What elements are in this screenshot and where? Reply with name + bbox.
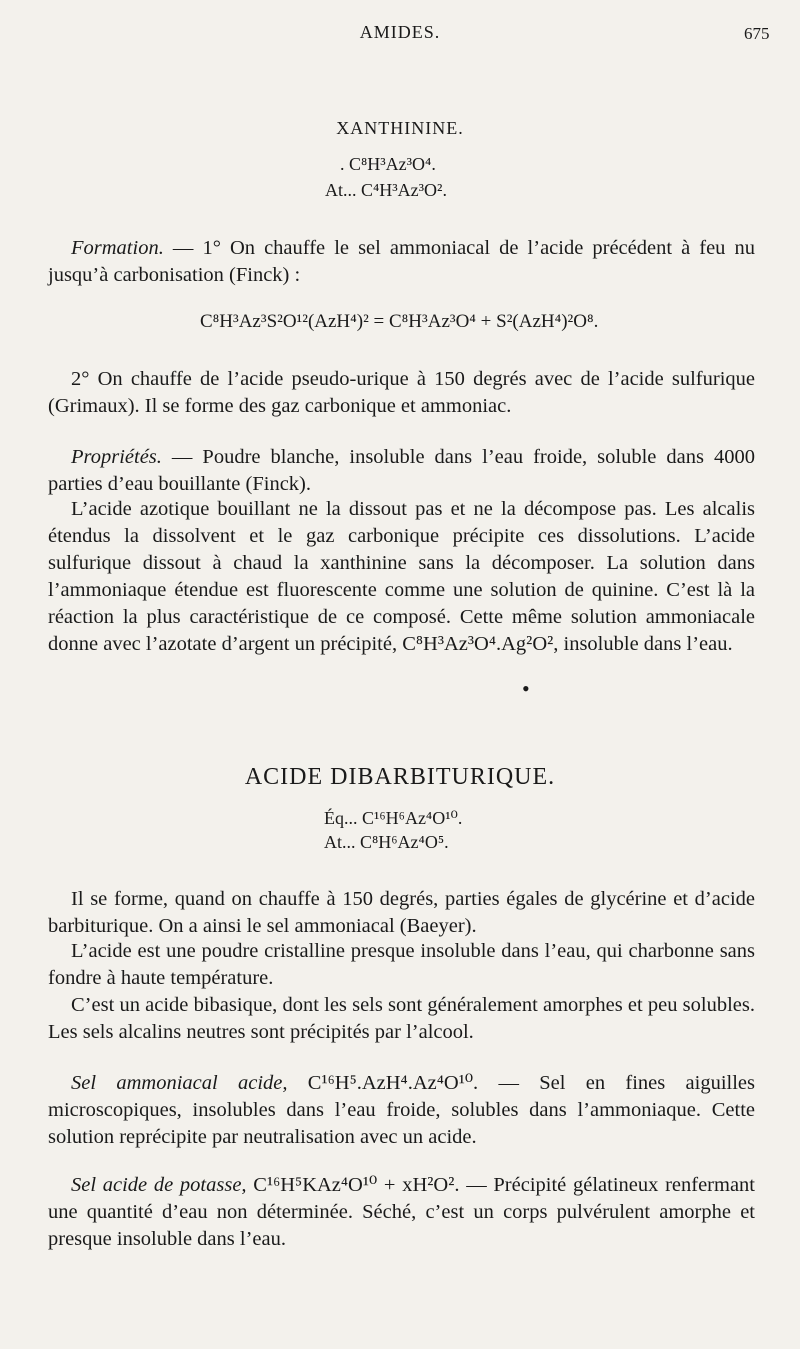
- sel-ammoniacal-paragraph: [48, 1070, 755, 1151]
- properties-text: — Poudre blanche, insoluble dans l’eau froide, soluble dans 4000 parties d’eau bouillante (Finck).: [48, 446, 755, 495]
- dibarbiturique-paragraph-1: Il se forme, quand on chauffe à 150 degrés, parties égales de glycérine et d’acide barbiturique. On a ainsi le sel ammoniacal (Baeyer).: [48, 888, 755, 937]
- formula-atomic: At... C⁴H³Az³O².: [325, 180, 447, 200]
- formation-paragraph: [48, 235, 755, 289]
- properties-paragraph-2: L’acide azotique bouillant ne la dissout pas et ne la décompose pas. Les alcalis étendus la dissolvent et le gaz carbonique précipite ces dissolutions. L’acide sulfurique dissout à chaud la xanthinine sans la décomposer. La solution dans l’ammoniaque étendue est fluorescente comme une solution de quinine. C’est là la réaction la plus caractéristique de ce composé. Cette même solution ammoniacale donne avec l’azotate d’argent un précipité, C⁸H³Az³O⁴.Ag²O², insoluble dans l’eau.: [48, 498, 755, 655]
- section-title-xanthinine: XANTHININE.: [336, 118, 464, 138]
- sel-ammoniacal-text: C¹⁶H⁵.AzH⁴.Az⁴O¹⁰. — Sel en fines aiguilles microscopiques, insolubles dans l’eau froide, solubles dans l’ammoniaque. Cette solution reprécipite par neutralisation avec un acide.: [48, 1072, 756, 1148]
- formula-equivalent: . C⁸H³Az³O⁴.: [340, 154, 436, 174]
- section-title-dibarbiturique: ACIDE DIBARBITURIQUE.: [244, 764, 556, 790]
- sel-ammoniacal-label: Sel ammoniacal acide,: [71, 1072, 288, 1094]
- dibarbiturique-paragraph-3: C’est un acide bibasique, dont les sels sont généralement amorphes et peu solubles. Les sels alcalins neutres sont précipités par l’alcool.: [48, 994, 755, 1043]
- sel-potasse-text: C¹⁶H⁵KAz⁴O¹⁰ + xH²O². — Précipité gélatineux renfermant une quantité d’eau non déterminée. Séché, c’est un corps pulvérulent amorphe et presque insoluble dans l’eau.: [48, 1174, 755, 1250]
- properties-label: Propriétés.: [71, 446, 162, 468]
- formation-text: — 1° On chauffe le sel ammoniacal de l’acide précédent à feu nu jusqu’à carbonisation (Finck) :: [48, 237, 755, 286]
- properties-paragraph: [48, 444, 755, 498]
- printed-dot: •: [522, 676, 530, 701]
- dibarbiturique-paragraph-2: L’acide est une poudre cristalline presque insoluble dans l’eau, qui charbonne sans fondre à haute température.: [48, 940, 755, 989]
- formula-atomic-dibarbiturique: At... C⁸H⁶Az⁴O⁵.: [324, 832, 449, 852]
- formula-equivalent-dibarbiturique: Éq... C¹⁶H⁶Az⁴O¹⁰.: [324, 808, 463, 828]
- reaction-equation: C⁸H³Az³S²O¹²(AzH⁴)² = C⁸H³Az³O⁴ + S²(AzH⁴)²O⁸.: [200, 311, 599, 332]
- sel-potasse-label: Sel acide de potasse,: [71, 1174, 247, 1196]
- running-header: AMIDES.: [359, 22, 441, 42]
- formation-label: Formation.: [71, 237, 164, 259]
- formation-paragraph-2: 2° On chauffe de l’acide pseudo-urique à 150 degrés avec de l’acide sulfurique (Grimaux). Il se forme des gaz carbonique et ammoniac.: [48, 368, 755, 417]
- sel-potasse-paragraph: [48, 1172, 755, 1253]
- page-number: 675: [744, 24, 770, 43]
